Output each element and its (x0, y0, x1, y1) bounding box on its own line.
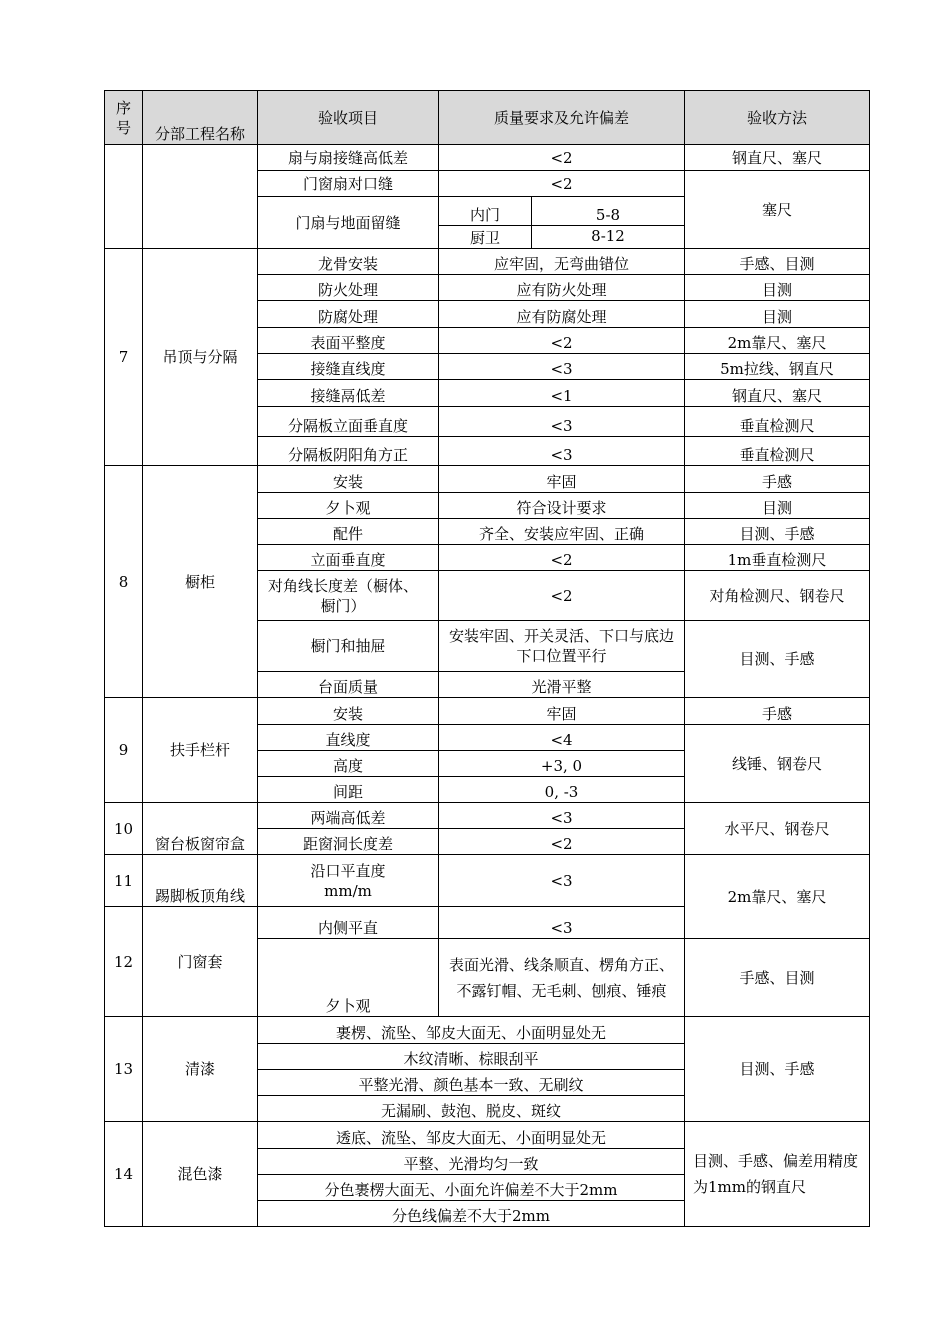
sub-label-cell: 厨卫 (439, 226, 532, 249)
item-cell: 高度 (258, 751, 439, 777)
section-name-cell: 橱柜 (143, 466, 258, 698)
sub-value-cell: 5-8 (532, 197, 685, 226)
requirement-cell: <3 (439, 907, 685, 939)
method-cell: 目测 (685, 301, 870, 328)
item-cell: 两端高低差 (258, 803, 439, 829)
item-cell: 表面平整度 (258, 328, 439, 354)
requirement-cell: 透底、流坠、邹皮大面无、小面明显处无 (258, 1122, 685, 1149)
item-cell: 分隔板阴阳角方正 (258, 437, 439, 466)
requirement-cell: 安装牢固、开关灵活、下口与底边下口位置平行 (439, 621, 685, 672)
method-cell: 塞尺 (685, 171, 870, 249)
requirement-cell: 无漏刷、鼓泡、脱皮、斑纹 (258, 1096, 685, 1122)
section-name-cell (143, 145, 258, 249)
header-no: 序号 (105, 91, 143, 145)
item-cell: 距窗洞长度差 (258, 829, 439, 855)
requirement-cell: 木纹清晰、棕眼刮平 (258, 1044, 685, 1070)
item-cell: 台面质量 (258, 672, 439, 698)
table-row (105, 466, 870, 493)
requirement-cell: 裹楞、流坠、邹皮大面无、小面明显处无 (258, 1017, 685, 1044)
method-cell: 钢直尺、塞尺 (685, 145, 870, 171)
requirement-cell: <2 (439, 571, 685, 621)
item-cell: 安装 (258, 698, 439, 725)
table-row (105, 1017, 870, 1044)
section-no-cell: 11 (105, 855, 143, 907)
method-cell: 手感 (685, 466, 870, 493)
requirement-cell: 平整光滑、颜色基本一致、无刷纹 (258, 1070, 685, 1096)
section-name-cell: 扶手栏杆 (143, 698, 258, 803)
item-cell: 扇与扇接缝高低差 (258, 145, 439, 171)
method-cell: 垂直检测尺 (685, 437, 870, 466)
section-name-cell: 窗台板窗帘盒 (143, 803, 258, 855)
method-cell: 钢直尺、塞尺 (685, 380, 870, 407)
item-cell: 门扇与地面留缝 (258, 197, 439, 249)
requirement-cell: <3 (439, 803, 685, 829)
item-cell: 沿口平直度 mm/m (258, 855, 439, 907)
item-cell: 对角线长度差（橱体、橱门） (258, 571, 439, 621)
requirement-cell: 应牢固，无弯曲错位 (439, 249, 685, 275)
item-cell: 龙骨安装 (258, 249, 439, 275)
method-cell: 对角检测尺、钢卷尺 (685, 571, 870, 621)
item-cell: 接缝鬲低差 (258, 380, 439, 407)
method-cell: 2m靠尺、塞尺 (685, 855, 870, 939)
table-row (105, 145, 870, 171)
method-cell: 手感、目测 (685, 939, 870, 1017)
table-row (105, 855, 870, 907)
requirement-cell: <3 (439, 407, 685, 437)
requirement-cell: <2 (439, 829, 685, 855)
table-row (105, 249, 870, 275)
requirement-cell: <3 (439, 855, 685, 907)
section-no-cell: 13 (105, 1017, 143, 1122)
header-requirement: 质量要求及允许偏差 (439, 91, 685, 145)
requirement-cell: 应有防火处理 (439, 275, 685, 301)
item-cell: 间距 (258, 777, 439, 803)
item-cell: 安装 (258, 466, 439, 493)
section-no-cell (105, 145, 143, 249)
requirement-cell: 平整、光滑均匀一致 (258, 1149, 685, 1175)
item-cell: 内侧平直 (258, 907, 439, 939)
item-cell: 分隔板立面垂直度 (258, 407, 439, 437)
method-cell: 目测、手感 (685, 1017, 870, 1122)
requirement-cell: 应有防腐处理 (439, 301, 685, 328)
requirement-cell: <3 (439, 437, 685, 466)
method-cell: 目测、手感 (685, 621, 870, 698)
item-cell: 防火处理 (258, 275, 439, 301)
section-name-cell: 踢脚板顶角线 (143, 855, 258, 907)
section-name-cell: 清漆 (143, 1017, 258, 1122)
acceptance-table (104, 90, 870, 1227)
item-cell: 防腐处理 (258, 301, 439, 328)
section-no-cell: 7 (105, 249, 143, 466)
requirement-cell: 牢固 (439, 698, 685, 725)
requirement-cell: <2 (439, 171, 685, 197)
requirement-cell: 表面光滑、线条顺直、楞角方正、不露钉帽、无毛刺、刨痕、锤痕 (439, 939, 685, 1017)
method-cell: 垂直检测尺 (685, 407, 870, 437)
section-no-cell: 10 (105, 803, 143, 855)
requirement-cell: <2 (439, 145, 685, 171)
sub-label-cell: 内门 (439, 197, 532, 226)
section-name-cell: 吊顶与分隔 (143, 249, 258, 466)
section-no-cell: 12 (105, 907, 143, 1017)
header-row (105, 91, 870, 145)
requirement-cell: <1 (439, 380, 685, 407)
section-name-cell: 门窗套 (143, 907, 258, 1017)
item-cell: 夕卜观 (258, 939, 439, 1017)
method-cell: 手感 (685, 698, 870, 725)
sub-value-cell: 8-12 (532, 226, 685, 249)
requirement-cell: <4 (439, 725, 685, 751)
method-cell: 5m拉线、钢直尺 (685, 354, 870, 380)
header-section: 分部工程名称 (143, 91, 258, 145)
header-item: 验收项目 (258, 91, 439, 145)
method-cell: 目测 (685, 275, 870, 301)
section-no-cell: 9 (105, 698, 143, 803)
header-method: 验收方法 (685, 91, 870, 145)
requirement-cell: 0, -3 (439, 777, 685, 803)
table-row (105, 698, 870, 725)
requirement-cell: 分色裹楞大面无、小面允许偏差不大于2mm (258, 1175, 685, 1201)
requirement-cell: 齐全、安装应牢固、正确 (439, 519, 685, 545)
item-cell: 直线度 (258, 725, 439, 751)
method-cell: 水平尺、钢卷尺 (685, 803, 870, 855)
method-cell: 目测、手感 (685, 519, 870, 545)
section-name-cell: 混色漆 (143, 1122, 258, 1227)
method-cell: 目测 (685, 493, 870, 519)
requirement-cell: 分色线偏差不大于2mm (258, 1201, 685, 1227)
requirement-cell: <2 (439, 328, 685, 354)
item-cell: 配件 (258, 519, 439, 545)
requirement-cell: 符合设计要求 (439, 493, 685, 519)
requirement-cell: 牢固 (439, 466, 685, 493)
item-cell: 立面垂直度 (258, 545, 439, 571)
item-cell: 橱门和抽屉 (258, 621, 439, 672)
item-cell: 接缝直线度 (258, 354, 439, 380)
method-cell: 目测、手感、偏差用精度为1mm的钢直尺 (685, 1122, 870, 1227)
method-cell: 2m靠尺、塞尺 (685, 328, 870, 354)
requirement-cell: <2 (439, 545, 685, 571)
requirement-cell: +3, 0 (439, 751, 685, 777)
requirement-cell: 光滑平整 (439, 672, 685, 698)
method-cell: 线锤、钢卷尺 (685, 725, 870, 803)
item-cell: 门窗扇对口缝 (258, 171, 439, 197)
section-no-cell: 8 (105, 466, 143, 698)
method-cell: 1m垂直检测尺 (685, 545, 870, 571)
table-row (105, 803, 870, 829)
method-cell: 手感、目测 (685, 249, 870, 275)
item-cell: 夕卜观 (258, 493, 439, 519)
requirement-cell: <3 (439, 354, 685, 380)
table-row (105, 1122, 870, 1149)
section-no-cell: 14 (105, 1122, 143, 1227)
